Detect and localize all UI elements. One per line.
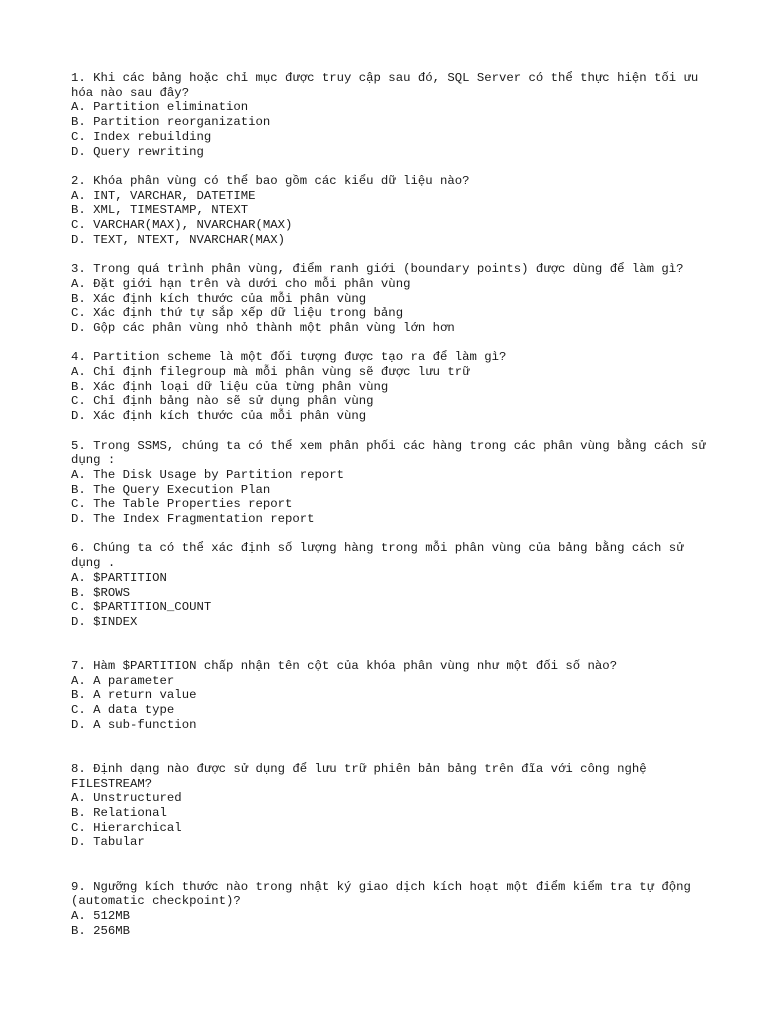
question-text: 8. Định dạng nào được sử dụng để lưu trữ phiên bản bảng trên đĩa với công nghệ FILESTREAM? <box>71 761 654 791</box>
answer-option-d: D. $INDEX <box>71 614 138 629</box>
spacer <box>71 630 711 659</box>
question-text: 9. Ngưỡng kích thước nào trong nhật ký giao dịch kích hoạt một điểm kiểm tra tự động (automatic checkpoint)? <box>71 879 699 909</box>
question-2 <box>71 174 711 248</box>
answer-option-b: B. Xác định kích thước của mỗi phân vùng <box>71 291 367 306</box>
answer-option-a: A. The Disk Usage by Partition report <box>71 467 345 482</box>
answer-option-b: B. $ROWS <box>71 585 131 600</box>
question-text: 5. Trong SSMS, chúng ta có thể xem phân phối các hàng trong các phân vùng bằng cách sử dụng : <box>71 438 714 468</box>
answer-option-d: D. The Index Fragmentation report <box>71 512 315 527</box>
answer-option-c: C. Hierarchical <box>71 820 182 835</box>
answer-option-b: B. XML, TIMESTAMP, NTEXT <box>71 203 249 218</box>
answer-option-a: A. Đặt giới hạn trên và dưới cho mỗi phân vùng <box>71 276 411 291</box>
question-5 <box>71 438 714 527</box>
answer-option-c: C. Index rebuilding <box>71 129 212 144</box>
spacer <box>71 733 711 762</box>
answer-option-d: D. TEXT, NTEXT, NVARCHAR(MAX) <box>71 232 286 247</box>
answer-option-b: B. 256MB <box>71 923 131 938</box>
question-text: 7. Hàm $PARTITION chấp nhận tên cột của khóa phân vùng như một đối số nào? <box>71 659 618 674</box>
spacer <box>71 424 711 439</box>
spacer <box>71 850 711 879</box>
question-4 <box>71 350 711 424</box>
answer-option-c: C. $PARTITION_COUNT <box>71 600 212 615</box>
spacer <box>71 527 711 542</box>
question-9 <box>71 880 711 939</box>
answer-option-b: B. The Query Execution Plan <box>71 482 271 497</box>
spacer <box>71 159 711 174</box>
question-3 <box>71 262 711 336</box>
answer-option-d: D. Xác định kích thước của mỗi phân vùng <box>71 409 367 424</box>
spacer <box>71 247 711 262</box>
question-text: 2. Khóa phân vùng có thể bao gồm các kiểu dữ liệu nào? <box>71 173 470 188</box>
answer-option-b: B. A return value <box>71 688 197 703</box>
answer-option-a: A. Chỉ định filegroup mà mỗi phân vùng sẽ được lưu trữ <box>71 365 470 380</box>
question-text: 6. Chúng ta có thể xác định số lượng hàng trong mỗi phân vùng của bảng bằng cách sử dụng . <box>71 541 691 571</box>
answer-option-b: B. Xác định loại dữ liệu của từng phân vùng <box>71 379 389 394</box>
answer-option-d: D. Query rewriting <box>71 144 204 159</box>
answer-option-c: C. VARCHAR(MAX), NVARCHAR(MAX) <box>71 218 293 233</box>
question-6 <box>71 541 711 629</box>
answer-option-a: A. Unstructured <box>71 791 182 806</box>
answer-option-c: C. Xác định thứ tự sắp xếp dữ liệu trong bảng <box>71 306 404 321</box>
answer-option-b: B. Partition reorganization <box>71 115 271 130</box>
answer-option-d: D. A sub-function <box>71 717 197 732</box>
answer-option-c: C. A data type <box>71 703 175 718</box>
answer-option-c: C. Chỉ định bảng nào sẽ sử dụng phân vùng <box>71 394 374 409</box>
spacer <box>71 336 711 351</box>
document-page <box>71 71 714 938</box>
answer-option-a: A. INT, VARCHAR, DATETIME <box>71 188 256 203</box>
answer-option-a: A. $PARTITION <box>71 570 167 585</box>
answer-option-a: A. 512MB <box>71 908 131 923</box>
answer-option-a: A. A parameter <box>71 673 175 688</box>
answer-option-d: D. Tabular <box>71 835 145 850</box>
answer-option-d: D. Gộp các phân vùng nhỏ thành một phân vùng lớn hơn <box>71 320 455 335</box>
answer-option-b: B. Relational <box>71 806 167 821</box>
question-text: 1. Khi các bảng hoặc chỉ mục được truy cập sau đó, SQL Server có thể thực hiện tối ưu hóa nào sau đây? <box>71 71 706 100</box>
question-1 <box>71 71 711 159</box>
question-text: 4. Partition scheme là một đối tượng được tạo ra để làm gì? <box>71 350 507 365</box>
question-8 <box>71 762 711 850</box>
answer-option-c: C. The Table Properties report <box>71 497 293 512</box>
question-text: 3. Trong quá trình phân vùng, điểm ranh giới (boundary points) được dùng để làm gì? <box>71 262 684 277</box>
answer-option-a: A. Partition elimination <box>71 100 249 115</box>
question-7 <box>71 659 711 733</box>
